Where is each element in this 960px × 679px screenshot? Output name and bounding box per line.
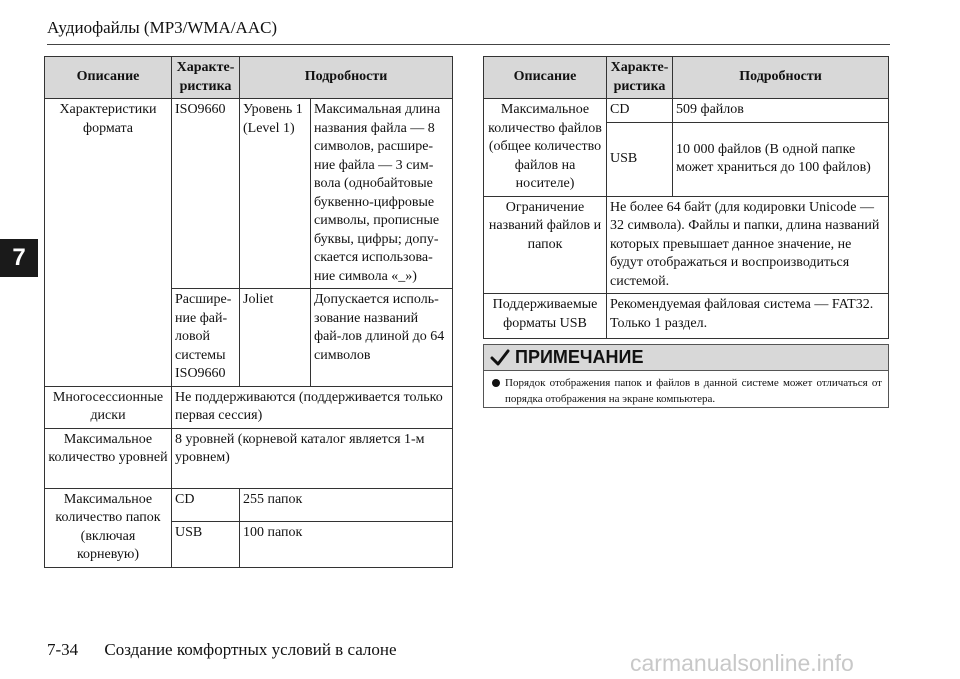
note-header [484, 345, 888, 371]
joliet-label: Joliet [240, 289, 311, 387]
iso-level-label: Уровень 1 (Level 1) [240, 99, 311, 289]
folders-cd-value: 255 папок [240, 488, 453, 521]
usb-formats-label: Поддерживаемые форматы USB [484, 294, 607, 339]
iso9660-label: ISO9660 [172, 99, 240, 289]
folders-cd-label: CD [172, 488, 240, 521]
checkmark-icon [490, 349, 510, 367]
multisession-detail: Не поддерживаются (поддерживается только первая сессия) [172, 386, 453, 428]
note-text: Порядок отображения папок и файлов в данной системе может отличаться от порядка отображения на экране компьютера. [505, 377, 882, 405]
col-header-details: Подробности [673, 57, 889, 99]
note-body [484, 371, 888, 407]
page-footer [47, 640, 397, 660]
joliet-detail: Допускается исполь-зование названий фай-лов длиной до 64 символов [311, 289, 453, 387]
section-title: Создание комфортных условий в салоне [104, 640, 397, 659]
col-header-description: Описание [45, 57, 172, 99]
note-box [483, 344, 889, 408]
files-cd-label: CD [607, 99, 673, 123]
format-characteristics-label: Характеристики формата [45, 99, 172, 387]
files-cd-value: 509 файлов [673, 99, 889, 123]
usb-formats-detail: Рекомендуемая файловая система — FAT32. Только 1 раздел. [607, 294, 889, 339]
max-levels-detail: 8 уровней (корневой каталог является 1-м уровнем) [172, 428, 453, 488]
max-levels-label: Максимальное количество уровней [45, 428, 172, 488]
files-usb-label: USB [607, 123, 673, 196]
note-title: ПРИМЕЧАНИЕ [515, 347, 644, 367]
folders-usb-label: USB [172, 521, 240, 567]
iso-extension-label: Расшире-ние фай-ловой системы ISO9660 [172, 289, 240, 387]
header-rule [47, 44, 890, 45]
name-limit-label: Ограничение названий файлов и папок [484, 196, 607, 294]
col-header-characteristic: Характе-ристика [172, 57, 240, 99]
files-usb-value: 10 000 файлов (В одной папке может храниться до 100 файлов) [673, 123, 889, 196]
bullet-icon [492, 379, 500, 387]
chapter-tab: 7 [0, 239, 38, 277]
max-files-label: Максимальное количество файлов (общее количество файлов на носителе) [484, 99, 607, 197]
max-folders-label: Максимальное количество папок (включая корневую) [45, 488, 172, 567]
watermark: carmanualsonline.info [630, 650, 854, 676]
format-spec-table-left [44, 56, 453, 568]
folders-usb-value: 100 папок [240, 521, 453, 567]
col-header-characteristic: Характе-ристика [607, 57, 673, 99]
page-header-title: Аудиофайлы (MP3/WMA/AAC) [47, 18, 278, 37]
col-header-description: Описание [484, 57, 607, 99]
format-spec-table-right [483, 56, 889, 339]
iso-level-detail: Максимальная длина названия файла — 8 символов, расшире-ние файла — 3 сим-вола (однобайтовые буквенно-цифровые символы, прописные буквы, цифры; допу-скается использова-ние символа «_») [311, 99, 453, 289]
name-limit-detail: Не более 64 байт (для кодировки Unicode — 32 символа). Файлы и папки, длина названий которых превышает данное значение, не будут отображаться и воспроизводиться системой. [607, 196, 889, 294]
multisession-label: Многосессионные диски [45, 386, 172, 428]
col-header-details: Подробности [240, 57, 453, 99]
page-number: 7-34 [47, 640, 79, 659]
